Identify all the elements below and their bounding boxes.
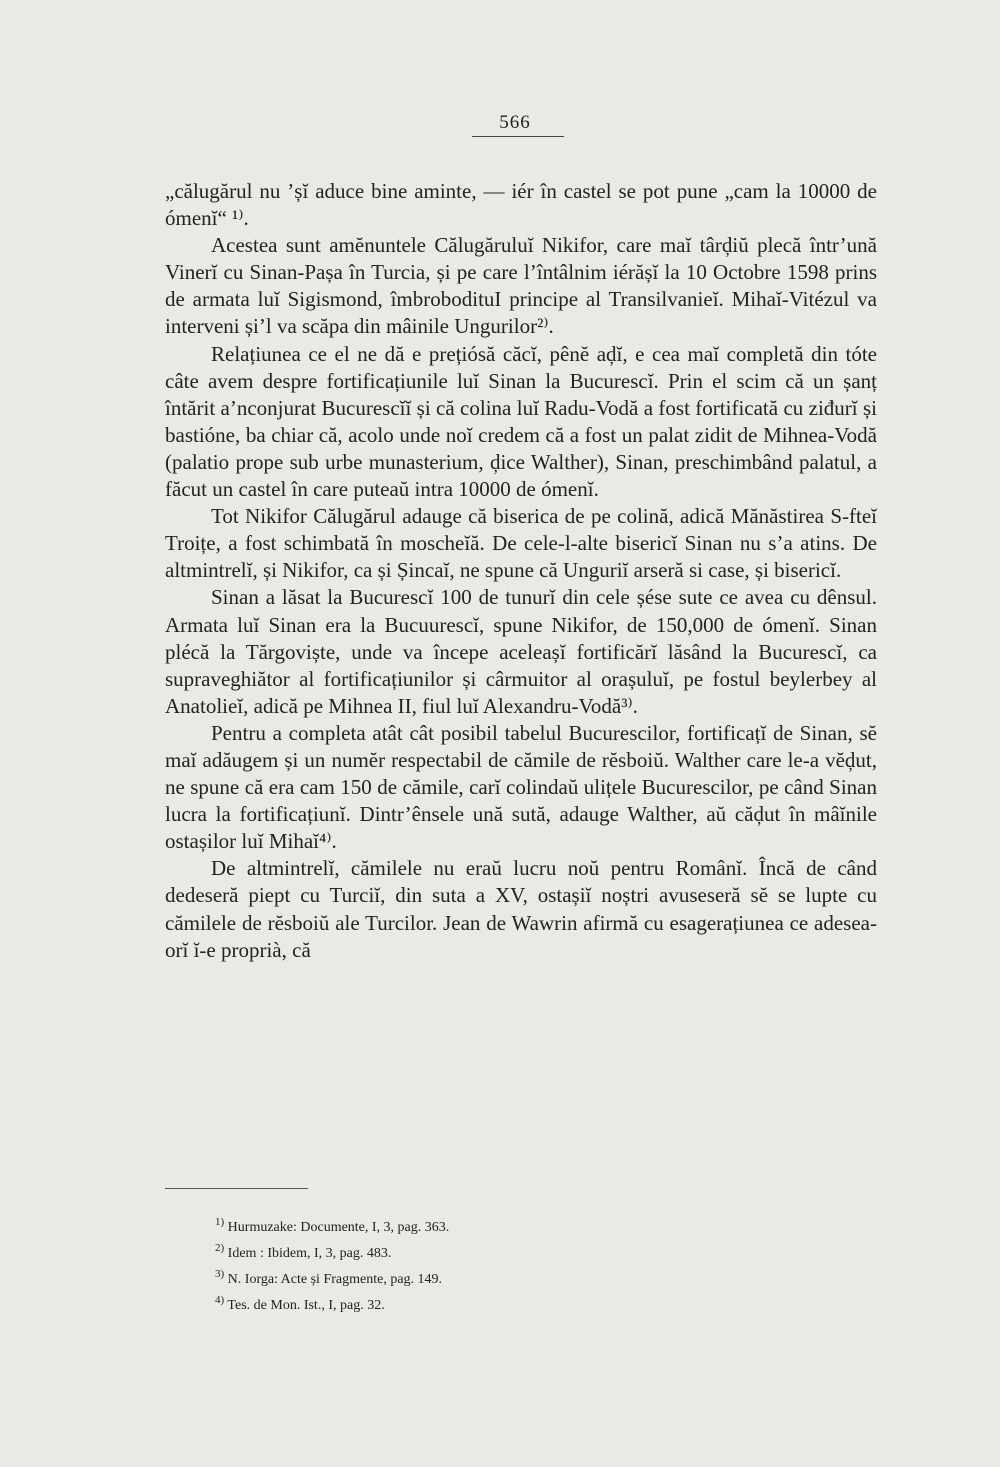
paragraph: Tot Nikifor Călugărul adauge că biserica de pe colină, adică Mănăstirea S-fteĭ Troițe, a fost schimbată în moscheĭă. De cele-l-alte bisericĭ Sinan nu s’a atins. De altmintrelĭ, și Nikifor, ca și Șincaĭ, ne spune că Unguriĭ arseră si case, și bisericĭ. <box>165 504 877 583</box>
footnote-text: Tes. de Mon. Ist., I, pag. 32. <box>227 1298 385 1313</box>
body-text <box>165 178 877 964</box>
footnote-number: 3) <box>215 1268 225 1280</box>
footnote-number: 4) <box>215 1294 225 1306</box>
footnote-separator <box>165 1188 308 1189</box>
footnote-text: Idem : Ibidem, I, 3, pag. 483. <box>227 1246 392 1261</box>
footnote-number: 1) <box>215 1216 225 1228</box>
paragraph: Relațiunea ce el ne dă e prețiósă căcĭ, pênĕ aḑĭ, e cea maĭ completă din tóte câte avem despre fortificațiunile luĭ Sinan la Bucurescĭ. Prin el scim că un șanț întărit a’nconjurat Bucurescĭĭ și că colina luĭ Radu-Vodă a fost fortificată cu ziđurĭ și bastióne, ba chiar că, acolo unde noĭ credem că a fost un palat zidit de Mihnea-Vodă (palatio prope sub urbe munasterium, ḑice Walther), Sinan, preschimbând palatul, a făcut un castel în care puteaŭ intra 10000 de ómenĭ. <box>165 341 877 502</box>
footnotes <box>215 1212 715 1316</box>
footnote <box>215 1212 715 1238</box>
paragraph: De altmintrelĭ, cămilele nu eraŭ lucru noŭ pentru Românĭ. Încă de când dedeseră piept cu Turciĭ, din suta a XV, ostașiĭ noștri avuseseră sĕ se lupte cu cămilele de rĕsboiŭ ale Turcilor. Jean de Wawrin afirmă cu esagerațiunea ce adesea-orĭ ĭ-e proprià, că <box>165 856 877 962</box>
paragraph: Acestea sunt amĕnuntele Călugăruluĭ Nikifor, care maĭ târḑiŭ plecă într’ună Vinerĭ cu Sinan-Pașa în Turcia, și pe care l’întâlnim iérășĭ la 10 Octobre 1598 prins de armata luĭ Sigismond, îmbrobodituI principe al Transilvanieĭ. Mihaĭ-Vitézul va interveni și’l va scăpa din mâinile Ungurilor²⁾. <box>165 233 877 339</box>
footnote-text: N. Iorga: Acte și Fragmente, pag. 149. <box>227 1272 443 1287</box>
paragraph: „călugărul nu ’șĭ aduce bine aminte, — iér în castel se pot pune „cam la 10000 de ómenĭ“ ¹⁾. <box>165 179 877 231</box>
footnote <box>215 1290 715 1316</box>
footnote-text: Hurmuzake: Documente, I, 3, pag. 363. <box>227 1220 450 1235</box>
footnote-number: 2) <box>215 1242 225 1254</box>
footnote <box>215 1264 715 1290</box>
paragraph: Sinan a lăsat la Bucurescĭ 100 de tunurĭ din cele șése sute ce avea cu dênsul. Armata luĭ Sinan era la Bucuurescĭ, spune Nikifor, de 150,000 de ómenĭ. Sinan plécă la Tărgoviște, unde va începe aceleașĭ fortificărĭ lăsând la Bucurescĭ, ca supraveghiător al fortificațiunilor și cârmuitor al orașuluĭ, pe fostul beylerbey al Anatolieĭ, adică pe Mihnea II, fiul luĭ Alexandru-Vodă³⁾. <box>165 585 877 718</box>
page-number: 566 <box>499 112 531 133</box>
footnote <box>215 1238 715 1264</box>
page-number-rule <box>472 136 564 137</box>
paragraph: Pentru a completa atât cât posibil tabelul Bucurescilor, fortificațĭ de Sinan, sĕ maĭ adăugem și un numĕr respectabil de cămile de rĕsboiŭ. Walther care le-a vĕḑut, ne spune că era cam 150 de cămile, carĭ colindaŭ ulițele Bucurescilor, pe când Sinan lucra la fortificațiunĭ. Dintr’ênsele ună sută, adauge Walther, aŭ căḑut în mâĭnile ostașilor luĭ Mihaĭ⁴⁾. <box>165 720 877 854</box>
